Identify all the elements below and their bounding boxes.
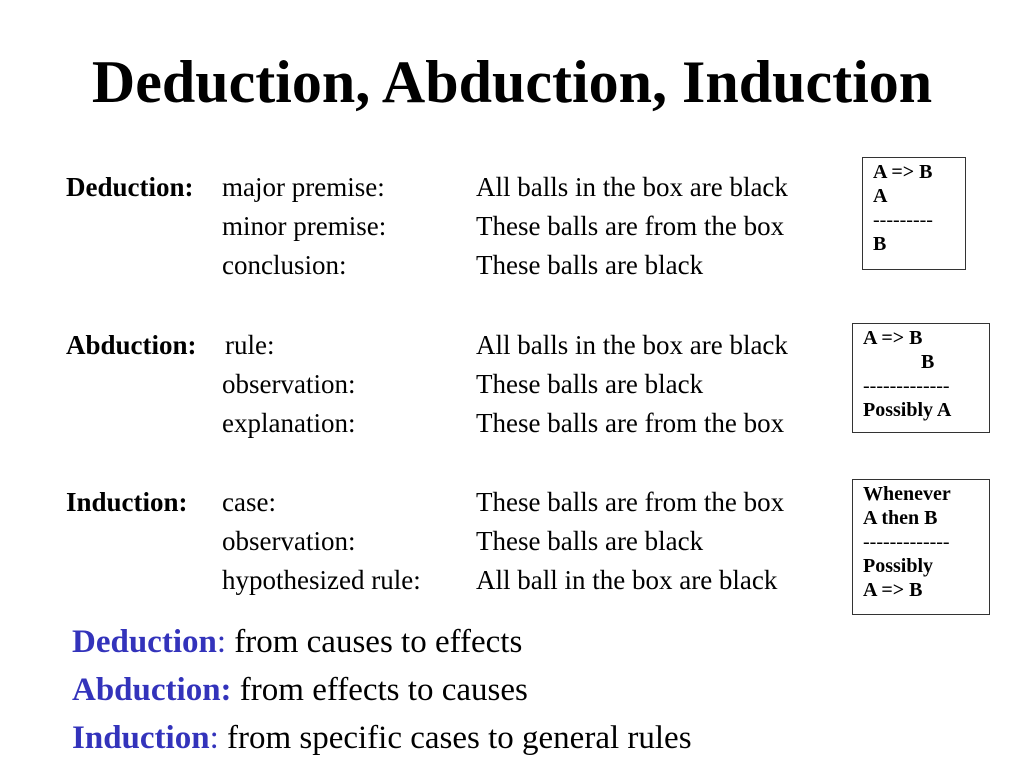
deduction-row-minor-premise (66, 207, 846, 246)
induction-logic-line: A => B (863, 579, 923, 601)
deduction-term: Deduction: (66, 172, 194, 202)
induction-row-case (66, 483, 846, 522)
summary-term: Induction (72, 720, 210, 756)
abduction-role-explanation: explanation: (222, 408, 356, 438)
summary-abduction (72, 666, 972, 714)
abduction-logic-box (852, 323, 990, 433)
abduction-role-rule: rule: (225, 330, 275, 360)
abduction-row-observation (66, 365, 846, 404)
induction-role-hypothesized-rule: hypothesized rule: (222, 565, 421, 595)
induction-statement-case: These balls are from the box (476, 487, 785, 517)
induction-logic-line: Possibly (863, 555, 934, 577)
summary (72, 618, 972, 762)
abduction-term: Abduction: (66, 330, 197, 360)
summary-colon: : (209, 720, 219, 756)
deduction-logic-divider: --------- (873, 209, 933, 231)
deduction-role-conclusion: conclusion: (222, 250, 347, 280)
deduction-logic-line: A (873, 185, 888, 207)
abduction-statement-explanation: These balls are from the box (476, 408, 785, 438)
deduction-statement-conclusion: These balls are black (476, 250, 704, 280)
summary-colon: : (216, 624, 227, 660)
deduction-statement-major-premise: All balls in the box are black (476, 172, 788, 202)
induction-statement-hypothesized-rule: All ball in the box are black (476, 565, 778, 595)
summary-text: from effects to causes (231, 672, 528, 708)
induction-row-hypothesized-rule (66, 561, 846, 600)
slide-title: Deduction, Abduction, Induction (91, 49, 933, 115)
summary-text: from specific cases to general rules (218, 720, 692, 756)
abduction-logic-line: B (921, 351, 935, 373)
abduction-row-explanation (66, 404, 846, 443)
induction-term: Induction: (66, 487, 188, 517)
deduction-statement-minor-premise: These balls are from the box (476, 211, 785, 241)
induction-logic-line: A then B (863, 507, 938, 529)
summary-term: Deduction (72, 624, 217, 660)
abduction-row-rule (66, 326, 846, 365)
deduction-row-major-premise (66, 168, 846, 207)
induction-role-observation: observation: (222, 526, 356, 556)
summary-induction (72, 714, 972, 762)
abduction-statement-observation: These balls are black (476, 369, 704, 399)
summary-text: from causes to effects (226, 624, 523, 660)
induction-logic-divider: ------------- (863, 531, 950, 553)
induction-block (66, 483, 846, 600)
deduction-block (66, 168, 846, 285)
abduction-logic-line: A => B (863, 327, 923, 349)
abduction-logic-line: Possibly A (863, 399, 952, 421)
deduction-logic-line: B (873, 233, 887, 255)
deduction-logic-box (862, 157, 966, 270)
summary-deduction (72, 618, 972, 666)
induction-statement-observation: These balls are black (476, 526, 704, 556)
summary-term: Abduction: (72, 672, 232, 708)
induction-row-observation (66, 522, 846, 561)
induction-logic-line: Whenever (863, 483, 951, 505)
deduction-role-minor-premise: minor premise: (222, 211, 387, 241)
abduction-logic-divider: ------------- (863, 375, 950, 397)
abduction-block (66, 326, 846, 443)
abduction-role-observation: observation: (222, 369, 356, 399)
abduction-statement-rule: All balls in the box are black (476, 330, 788, 360)
induction-role-case: case: (222, 487, 276, 517)
deduction-logic-line: A => B (873, 161, 933, 183)
induction-logic-box (852, 479, 990, 615)
deduction-role-major-premise: major premise: (222, 172, 385, 202)
deduction-row-conclusion (66, 246, 846, 285)
